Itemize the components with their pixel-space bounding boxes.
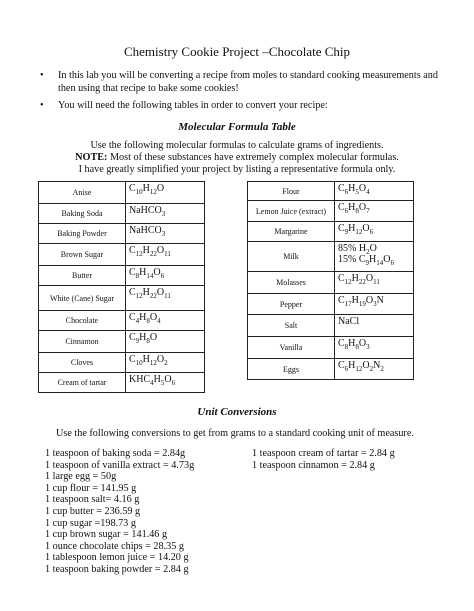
table-row <box>39 182 205 204</box>
ingredient-name: Molasses <box>248 272 335 294</box>
list-item: 1 cup sugar =198.73 g <box>45 517 136 529</box>
ingredient-name: Pepper <box>248 294 335 315</box>
table-row <box>248 182 414 201</box>
ingredient-formula: $C_{12}H_{22}O_{11}$ <box>335 272 414 294</box>
ingredient-formula: $C_{10}H_{12}O_2$ <box>126 353 205 373</box>
note-text: Most of these substances have extremely complex molecular formulas. <box>107 152 399 164</box>
table-row <box>39 224 205 244</box>
molecular-table-left <box>38 181 205 393</box>
unit-conversions-heading: Unit Conversions <box>197 406 277 418</box>
ingredient-name: White (Cane) Sugar <box>39 286 126 311</box>
ingredient-name: Milk <box>248 242 335 272</box>
unit-conversions-intro: Use the following conversions to get from grams to a standard cooking unit of measure. <box>56 428 414 439</box>
ingredient-formula: NaCl <box>335 315 414 337</box>
ingredient-name: Brown Sugar <box>39 244 126 266</box>
table-row <box>39 353 205 373</box>
bullet-text: In this lab you will be converting a recipe from moles to standard cooking measurements and then using that recipe to bake some cookies! <box>58 70 438 94</box>
bullet-icon: • <box>40 100 44 111</box>
table-row <box>39 204 205 224</box>
list-item: 1 teaspoon of baking soda = 2.84g <box>45 448 186 459</box>
table-row <box>248 272 414 294</box>
ingredient-formula: $C_8H_8O_3$ <box>335 337 414 359</box>
unit-list-left <box>45 448 194 576</box>
ingredient-formula: NaHCO$_3$ <box>126 224 205 244</box>
ingredient-name: Butter <box>39 266 126 286</box>
ingredient-formula: $C_4H_8O_4$ <box>126 311 205 331</box>
table-row <box>248 201 414 222</box>
table-row <box>39 286 205 311</box>
molecular-table-right <box>247 181 414 380</box>
ingredient-name: Baking Soda <box>39 204 126 224</box>
ingredient-name: Cloves <box>39 353 126 373</box>
list-item: 1 teaspoon cinnamon = 2.84 g <box>252 459 375 471</box>
table-row <box>39 311 205 331</box>
ingredient-formula: $C_{17}H_{19}O_3N$ <box>335 294 414 315</box>
bullet-text: You will need the following tables in order to convert your recipe: <box>58 100 328 111</box>
ingredient-name: Salt <box>248 315 335 337</box>
ingredient-name: Cinnamon <box>39 331 126 353</box>
note-label: NOTE: <box>75 152 108 164</box>
table-row <box>39 266 205 286</box>
ingredient-formula: $C_9H_{12}O_6$ <box>335 222 414 242</box>
list-item: 1 ounce chocolate chips = 28.35 g <box>45 540 184 552</box>
bullet-1 <box>40 70 445 95</box>
molecular-table-heading: Molecular Formula Table <box>178 121 296 133</box>
molecular-intro-line1: Use the following molecular formulas to calculate grams of ingredients. <box>90 140 384 151</box>
list-item: 1 cup flour = 141.95 g <box>45 482 137 494</box>
ingredient-name: Baking Powder <box>39 224 126 244</box>
table-row <box>248 242 414 272</box>
ingredient-name: Margarine <box>248 222 335 242</box>
molecular-intro-line2 <box>0 152 474 164</box>
ingredient-formula: $C_6H_5O_4$ <box>335 182 414 201</box>
table-row <box>248 337 414 359</box>
list-item: 1 cup butter = 236.59 g <box>45 505 141 517</box>
ingredient-name: Anise <box>39 182 126 204</box>
ingredient-name: Lemon Juice (extract) <box>248 201 335 222</box>
unit-list-right <box>252 448 395 471</box>
ingredient-formula: $C_{12}H_{22}O_{11}$ <box>126 286 205 311</box>
ingredient-name: Eggs <box>248 359 335 380</box>
list-item: 1 teaspoon salt= 4.16 g <box>45 494 140 506</box>
list-item: 1 teaspoon cream of tartar = 2.84 g <box>252 448 395 459</box>
ingredient-formula: $C_6H_{12}O_2N_2$ <box>335 359 414 380</box>
ingredient-formula: $C_9H_8O$ <box>126 331 205 353</box>
ingredient-formula: $KHC_4H_5O_6$ <box>126 373 205 393</box>
table-row <box>39 244 205 266</box>
ingredient-name: Vanilla <box>248 337 335 359</box>
ingredient-formula: $C_6H_8O_7$ <box>335 201 414 222</box>
table-row <box>39 373 205 393</box>
ingredient-name: Flour <box>248 182 335 201</box>
list-item: 1 cup brown sugar = 141.46 g <box>45 529 168 541</box>
list-item: 1 teaspoon of vanilla extract = 4.73g <box>45 459 195 471</box>
table-row <box>248 294 414 315</box>
list-item: 1 teaspoon baking powder = 2.84 g <box>45 563 189 575</box>
molecular-intro-line3: I have greatly simplified your project by listing a representative formula only. <box>78 164 396 176</box>
molecular-intro <box>0 140 474 177</box>
ingredient-name: Cream of tartar <box>39 373 126 393</box>
ingredient-formula: 85% $H_2O$ 15% $C_9H_{14}O_6$ <box>335 242 414 272</box>
bullet-icon: • <box>40 70 44 81</box>
ingredient-formula: $C_{10}H_{12}O$ <box>126 182 205 204</box>
ingredient-formula: NaHCO$_3$ <box>126 204 205 224</box>
ingredient-formula: $C_8H_{14}O_6$ <box>126 266 205 286</box>
list-item: 1 tablespoon lemon juice = 14.20 g <box>45 552 189 564</box>
list-item: 1 large egg = 50g <box>45 471 117 483</box>
ingredient-formula: $C_{12}H_{22}O_{11}$ <box>126 244 205 266</box>
table-row <box>248 359 414 380</box>
ingredient-name: Chocolate <box>39 311 126 331</box>
table-row <box>39 331 205 353</box>
bullet-2 <box>40 100 445 113</box>
table-row <box>248 222 414 242</box>
table-row <box>248 315 414 337</box>
page-title: Chemistry Cookie Project –Chocolate Chip <box>123 44 351 59</box>
